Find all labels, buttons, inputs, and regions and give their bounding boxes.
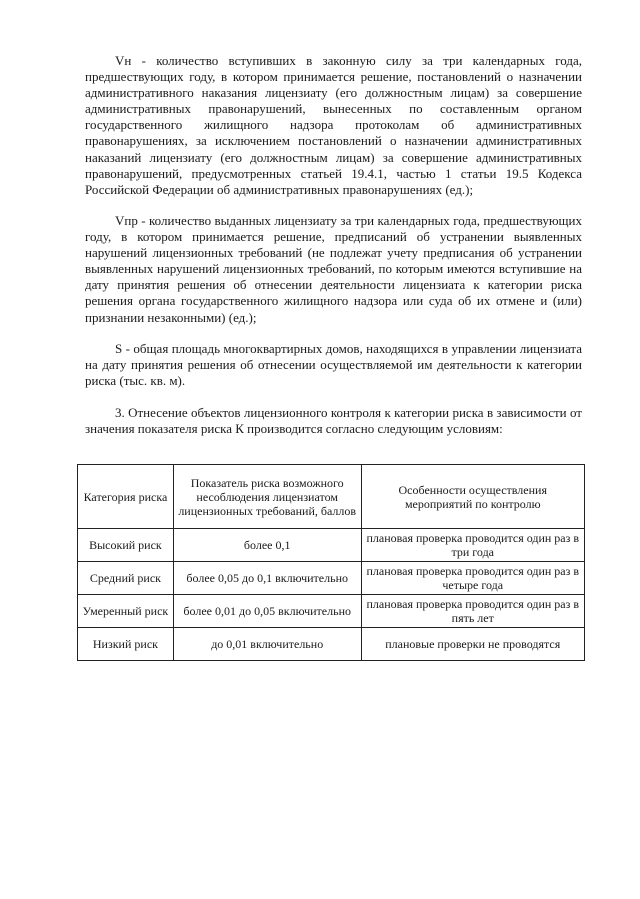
header-indicator: Показатель риска возможного несоблюдения лицензиатом лицензионных требований, баллов — [173, 465, 361, 529]
table-row — [78, 562, 585, 595]
table-header-row — [78, 465, 585, 529]
table-row — [78, 529, 585, 562]
cell-category: Высокий риск — [78, 529, 174, 562]
cell-indicator: более 0,01 до 0,05 включительно — [173, 595, 361, 628]
cell-features: плановая проверка проводится один раз в три года — [361, 529, 585, 562]
risk-category-table — [77, 464, 585, 661]
header-features: Особенности осуществления мероприятий по контролю — [361, 465, 585, 529]
cell-category: Средний риск — [78, 562, 174, 595]
cell-indicator: более 0,05 до 0,1 включительно — [173, 562, 361, 595]
table-row — [78, 595, 585, 628]
cell-features: плановая проверка проводится один раз в пять лет — [361, 595, 585, 628]
definition-vn: Vн - количество вступивших в законную силу за три календарных года, предшествующих году, в котором принимается решение, постановлений о назначении административного наказания лицензиату (его должностным лицам) за совершение административных правонарушений, вынесенных по составленным органом государственного жилищного надзора протоколам об административных правонарушениях, за исключением постановлений о назначении административных наказаний лицензиату (его должностным лицам) за совершение административных правонарушений, предусмотренных статьей 19.4.1, частью 1 статьи 19.5 Кодекса Российской Федерации об административных правонарушениях (ед.); — [85, 53, 582, 197]
cell-features: плановая проверка проводится один раз в четыре года — [361, 562, 585, 595]
header-category: Категория риска — [78, 465, 174, 529]
cell-indicator: более 0,1 — [173, 529, 361, 562]
definition-vpr: Vпр - количество выданных лицензиату за три календарных года, предшествующих году, в котором принимается решение, предписаний об устранении выявленных нарушений лицензионных требований (не подлежат учету предписания об устранении выявленных нарушений лицензионных требований, по которым имеются вступившие на дату принятия решения об отнесении деятельности лицензиата к категории риска решения органа государственного жилищного надзора или суда об их отмене и (или) признании незаконными) (ед.); — [85, 213, 582, 325]
cell-category: Умеренный риск — [78, 595, 174, 628]
cell-features: плановые проверки не проводятся — [361, 628, 585, 661]
definition-s: S - общая площадь многоквартирных домов, находящихся в управлении лицензиата на дату принятия решения об отнесении осуществляемой им деятельности к категории риска (тыс. кв. м). — [85, 341, 582, 389]
cell-category: Низкий риск — [78, 628, 174, 661]
cell-indicator: до 0,01 включительно — [173, 628, 361, 661]
table-row — [78, 628, 585, 661]
item-3-text: 3. Отнесение объектов лицензионного контроля к категории риска в зависимости от значения показателя риска К производится согласно следующим условиям: — [85, 405, 582, 437]
